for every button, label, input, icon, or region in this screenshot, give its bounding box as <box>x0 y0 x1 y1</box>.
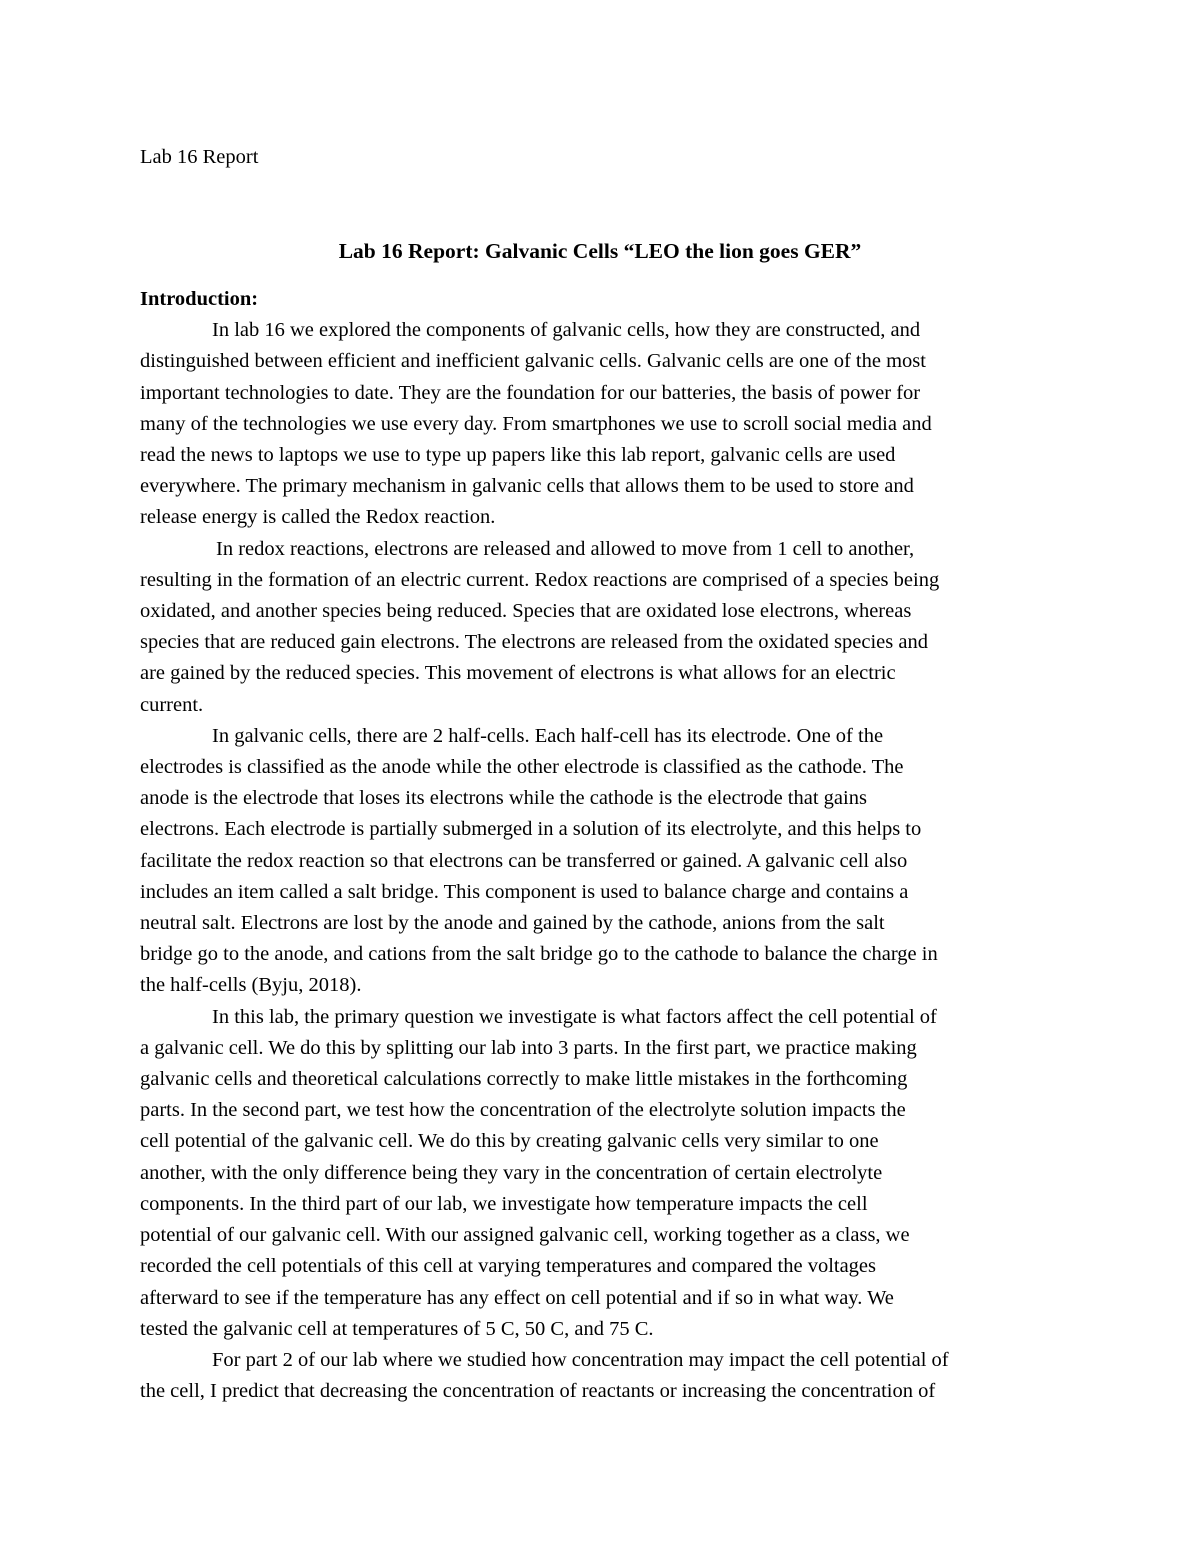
text-line: the half-cells (Byju, 2018). <box>140 974 362 997</box>
text-line: recorded the cell potentials of this cell at varying temperatures and compared the voltages <box>140 1255 877 1278</box>
text-line: many of the technologies we use every day. From smartphones we use to scroll social media and <box>140 412 932 435</box>
text-line: cell potential of the galvanic cell. We do this by creating galvanic cells very similar to one <box>140 1130 879 1153</box>
text-line: are gained by the reduced species. This movement of electrons is what allows for an electric <box>140 662 896 685</box>
text-line: afterward to see if the temperature has any effect on cell potential and if so in what way. We <box>140 1286 894 1309</box>
running-header: Lab 16 Report <box>140 146 259 168</box>
text-line: oxidated, and another species being reduced. Species that are oxidated lose electrons, whereas <box>140 600 912 623</box>
text-line: tested the galvanic cell at temperatures of 5 C, 50 C, and 75 C. <box>140 1317 654 1340</box>
text-line: facilitate the redox reaction so that electrons can be transferred or gained. A galvanic cell also <box>140 849 908 872</box>
text-line: electrons. Each electrode is partially submerged in a solution of its electrolyte, and this helps to <box>140 818 922 841</box>
text-line: In redox reactions, electrons are released and allowed to move from 1 cell to another, <box>216 537 915 560</box>
text-line: bridge go to the anode, and cations from the salt bridge go to the cathode to balance the charge in <box>140 943 938 966</box>
document-body <box>140 284 1068 1407</box>
text-line: potential of our galvanic cell. With our assigned galvanic cell, working together as a class, we <box>140 1224 910 1247</box>
section-heading-introduction: Introduction: <box>140 288 259 310</box>
text-line: distinguished between efficient and inefficient galvanic cells. Galvanic cells are one of the most <box>140 350 926 373</box>
text-line: current. <box>140 693 204 716</box>
text-line: everywhere. The primary mechanism in galvanic cells that allows them to be used to store and <box>140 475 914 498</box>
text-line: parts. In the second part, we test how the concentration of the electrolyte solution impacts the <box>140 1099 906 1122</box>
text-line: neutral salt. Electrons are lost by the anode and gained by the cathode, anions from the salt <box>140 912 885 935</box>
text-line: For part 2 of our lab where we studied how concentration may impact the cell potential of <box>212 1348 949 1371</box>
text-line: resulting in the formation of an electric current. Redox reactions are comprised of a species being <box>140 568 940 591</box>
text-line: includes an item called a salt bridge. This component is used to balance charge and contains a <box>140 880 909 903</box>
text-line: In lab 16 we explored the components of galvanic cells, how they are constructed, and <box>212 319 921 342</box>
text-line: electrodes is classified as the anode while the other electrode is classified as the cathode. The <box>140 756 904 779</box>
text-line: a galvanic cell. We do this by splitting our lab into 3 parts. In the first part, we practice making <box>140 1036 917 1059</box>
text-line: release energy is called the Redox reaction. <box>140 506 496 529</box>
text-line: the cell, I predict that decreasing the concentration of reactants or increasing the concentration of <box>140 1380 936 1403</box>
document-title: Lab 16 Report: Galvanic Cells “LEO the lion goes GER” <box>338 239 862 263</box>
text-line: In this lab, the primary question we investigate is what factors affect the cell potential of <box>212 1005 937 1028</box>
text-line: important technologies to date. They are the foundation for our batteries, the basis of power for <box>140 381 921 404</box>
text-line: anode is the electrode that loses its electrons while the cathode is the electrode that gains <box>140 787 867 810</box>
text-line: galvanic cells and theoretical calculations correctly to make little mistakes in the forthcoming <box>140 1068 908 1091</box>
text-line: In galvanic cells, there are 2 half-cells. Each half-cell has its electrode. One of the <box>212 724 884 747</box>
text-line: species that are reduced gain electrons. The electrons are released from the oxidated species and <box>140 631 928 654</box>
text-line: components. In the third part of our lab, we investigate how temperature impacts the cell <box>140 1192 868 1215</box>
text-line: read the news to laptops we use to type up papers like this lab report, galvanic cells are used <box>140 444 896 467</box>
text-line: another, with the only difference being they vary in the concentration of certain electrolyte <box>140 1161 883 1184</box>
